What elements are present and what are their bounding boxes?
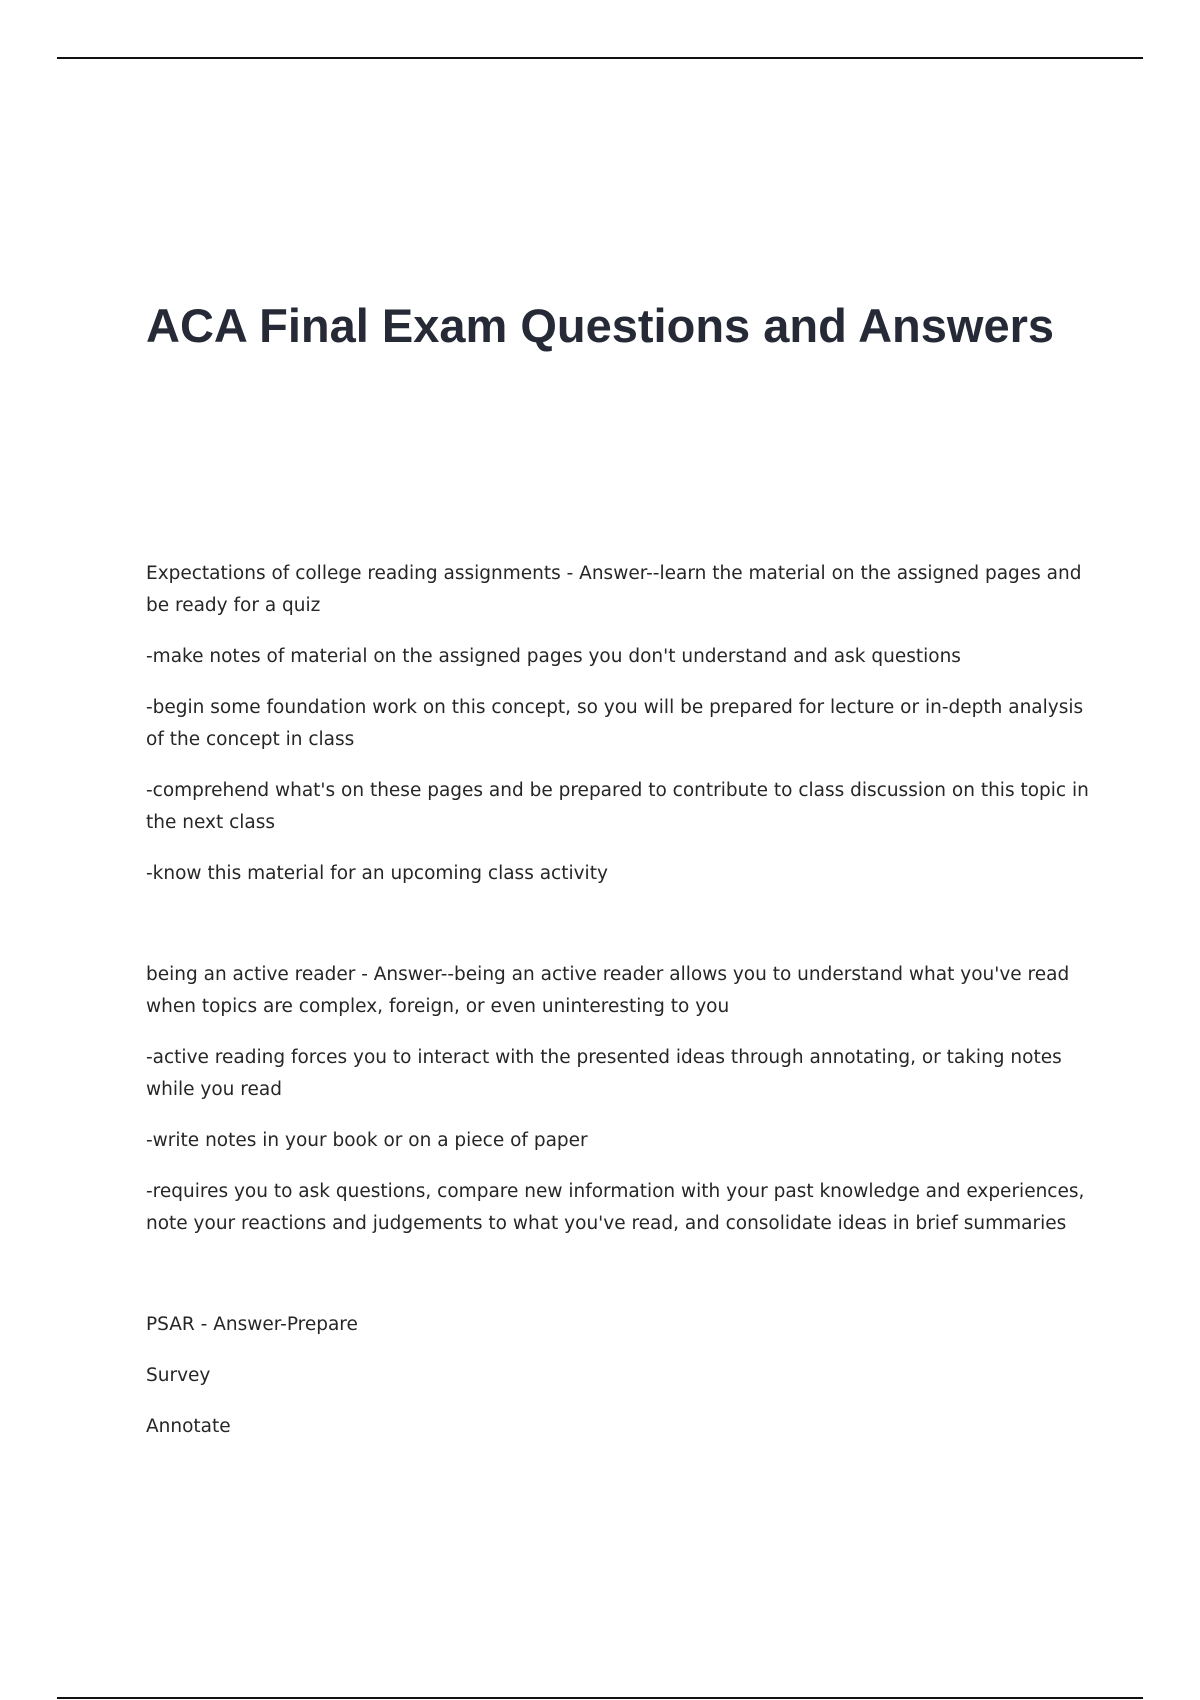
qa-entry-expectations (146, 558, 1096, 890)
entry-line: -know this material for an upcoming class activity (146, 863, 608, 884)
entry-line: Survey (146, 1365, 211, 1386)
footer-rule (57, 1697, 1143, 1699)
page-title: ACA Final Exam Questions and Answers (146, 299, 1055, 352)
qa-entry-psar (146, 1309, 1096, 1443)
entry-line: -write notes in your book or on a piece of paper (146, 1130, 588, 1151)
entry-line: -comprehend what's on these pages and be prepared to contribute to class discussion on this topic in the next class (146, 780, 1089, 833)
entry-line: Expectations of college reading assignments - Answer--learn the material on the assigned pages and be ready for a quiz (146, 563, 1082, 616)
entry-line: -requires you to ask questions, compare new information with your past knowledge and experiences, note your reactions and judgements to what you've read, and consolidate ideas in brief summaries (146, 1181, 1085, 1234)
entry-line: being an active reader - Answer--being an active reader allows you to understand what you've read when topics are complex, foreign, or even uninteresting to you (146, 964, 1070, 1017)
entry-line: PSAR - Answer-Prepare (146, 1314, 358, 1335)
document-body (146, 558, 1096, 1443)
header-rule (57, 57, 1143, 59)
qa-entry-active-reader (146, 959, 1096, 1240)
entry-line: -make notes of material on the assigned pages you don't understand and ask questions (146, 646, 961, 667)
entry-line: Annotate (146, 1416, 231, 1437)
entry-line: -begin some foundation work on this concept, so you will be prepared for lecture or in-depth analysis of the concept in class (146, 697, 1084, 750)
entry-line: -active reading forces you to interact with the presented ideas through annotating, or taking notes while you read (146, 1047, 1062, 1100)
